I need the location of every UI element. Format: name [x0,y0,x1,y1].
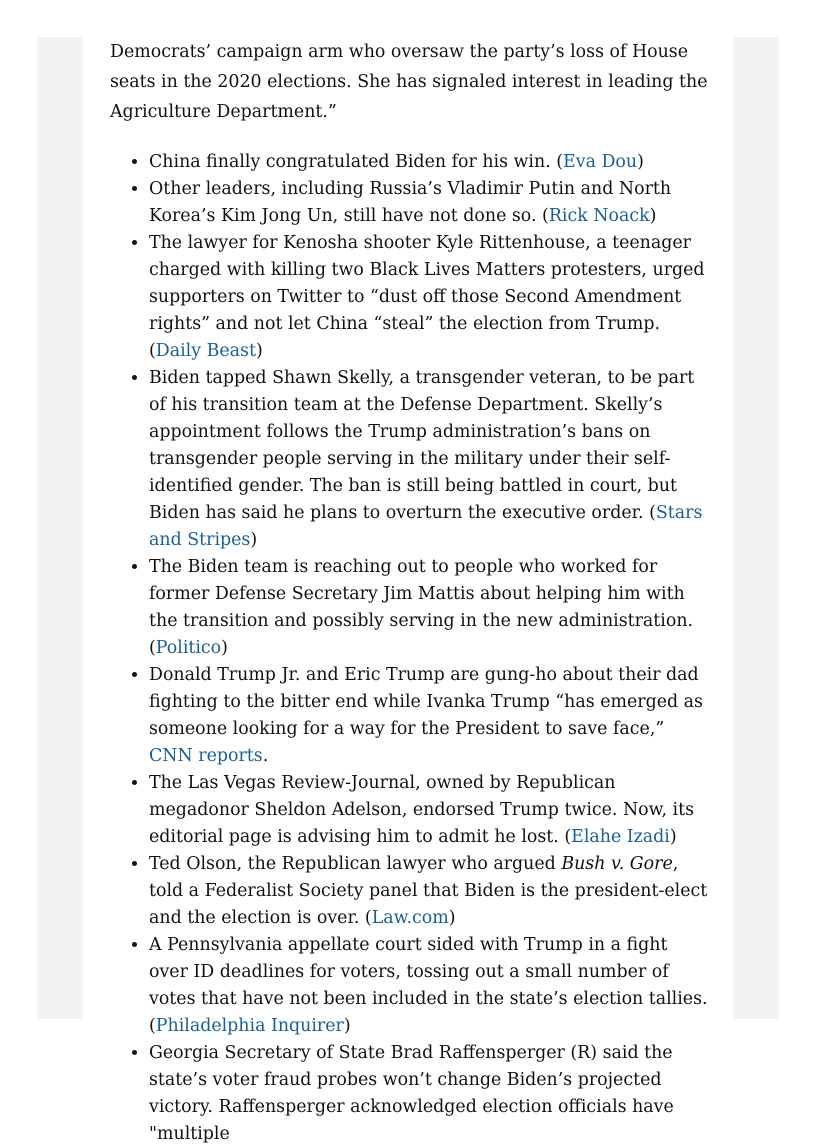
source-link[interactable]: Stars and Stripes [149,503,703,550]
source-link[interactable]: Rick Noack [548,206,650,226]
list-item: • Ted Olson, the Republican lawyer who argued Bush v. Gore, told a Federalist Society panel that Biden is the president-elect and the election is over. (Law.com) [149,851,708,932]
article-body [110,37,708,1144]
list-item: • Biden tapped Shawn Skelly, a transgender veteran, to be part of his transition team at the Defense Department. Skelly’s appointment follows the Trump administration’s bans on transgender people serving in the military under their self-identified gender. The ban is still being battled in court, but Biden has said he plans to overturn the executive order. (Stars and Stripes) [149,365,708,554]
source-link[interactable]: Daily Beast [155,341,256,361]
right-gutter [733,37,779,1019]
news-bullet-list [110,149,708,1148]
list-item: • The lawyer for Kenosha shooter Kyle Rittenhouse, a teenager charged with killing two Black Lives Matters protesters, urged supporters on Twitter to “dust off those Second Amendment rights” and not let China “steal” the election from Trump. (Daily Beast) [149,230,708,365]
left-gutter [37,37,83,1019]
list-item: • Georgia Secretary of State Brad Raffensperger (R) said the state’s voter fraud probes won’t change Biden’s projected victory. Raffensperger acknowledged election officials have "multiple [149,1040,708,1148]
case-name: Bush v. Gore [561,854,673,874]
source-link[interactable]: Eva Dou [563,152,638,172]
intro-paragraph: Democrats’ campaign arm who oversaw the party’s loss of House seats in the 2020 elections. She has signaled interest in leading the Agriculture Department.” [110,42,708,122]
list-item: • The Las Vegas Review-Journal, owned by Republican megadonor Sheldon Adelson, endorsed Trump twice. Now, its editorial page is advising him to admit he lost. (Elahe Izadi) [149,770,708,851]
source-link[interactable]: Politico [155,638,222,658]
list-item: • Donald Trump Jr. and Eric Trump are gung-ho about their dad fighting to the bitter end while Ivanka Trump “has emerged as someone looking for a way for the President to save face,” CNN reports. [149,662,708,770]
list-item: • A Pennsylvania appellate court sided with Trump in a fight over ID deadlines for voters, tossing out a small number of votes that have not been included in the state’s election tallies. (Philadelphia Inquirer) [149,932,708,1040]
source-link[interactable]: Elahe Izadi [571,827,670,847]
list-item: • Other leaders, including Russia’s Vladimir Putin and North Korea’s Kim Jong Un, still have not done so. (Rick Noack) [149,176,708,230]
list-item: • China finally congratulated Biden for his win. (Eva Dou) [149,149,708,176]
source-link[interactable]: CNN reports [149,746,263,766]
source-link[interactable]: Philadelphia Inquirer [155,1016,344,1036]
source-link[interactable]: Law.com [371,908,449,928]
list-item: • The Biden team is reaching out to people who worked for former Defense Secretary Jim Mattis about helping him with the transition and possibly serving in the new administration. (Politico) [149,554,708,662]
